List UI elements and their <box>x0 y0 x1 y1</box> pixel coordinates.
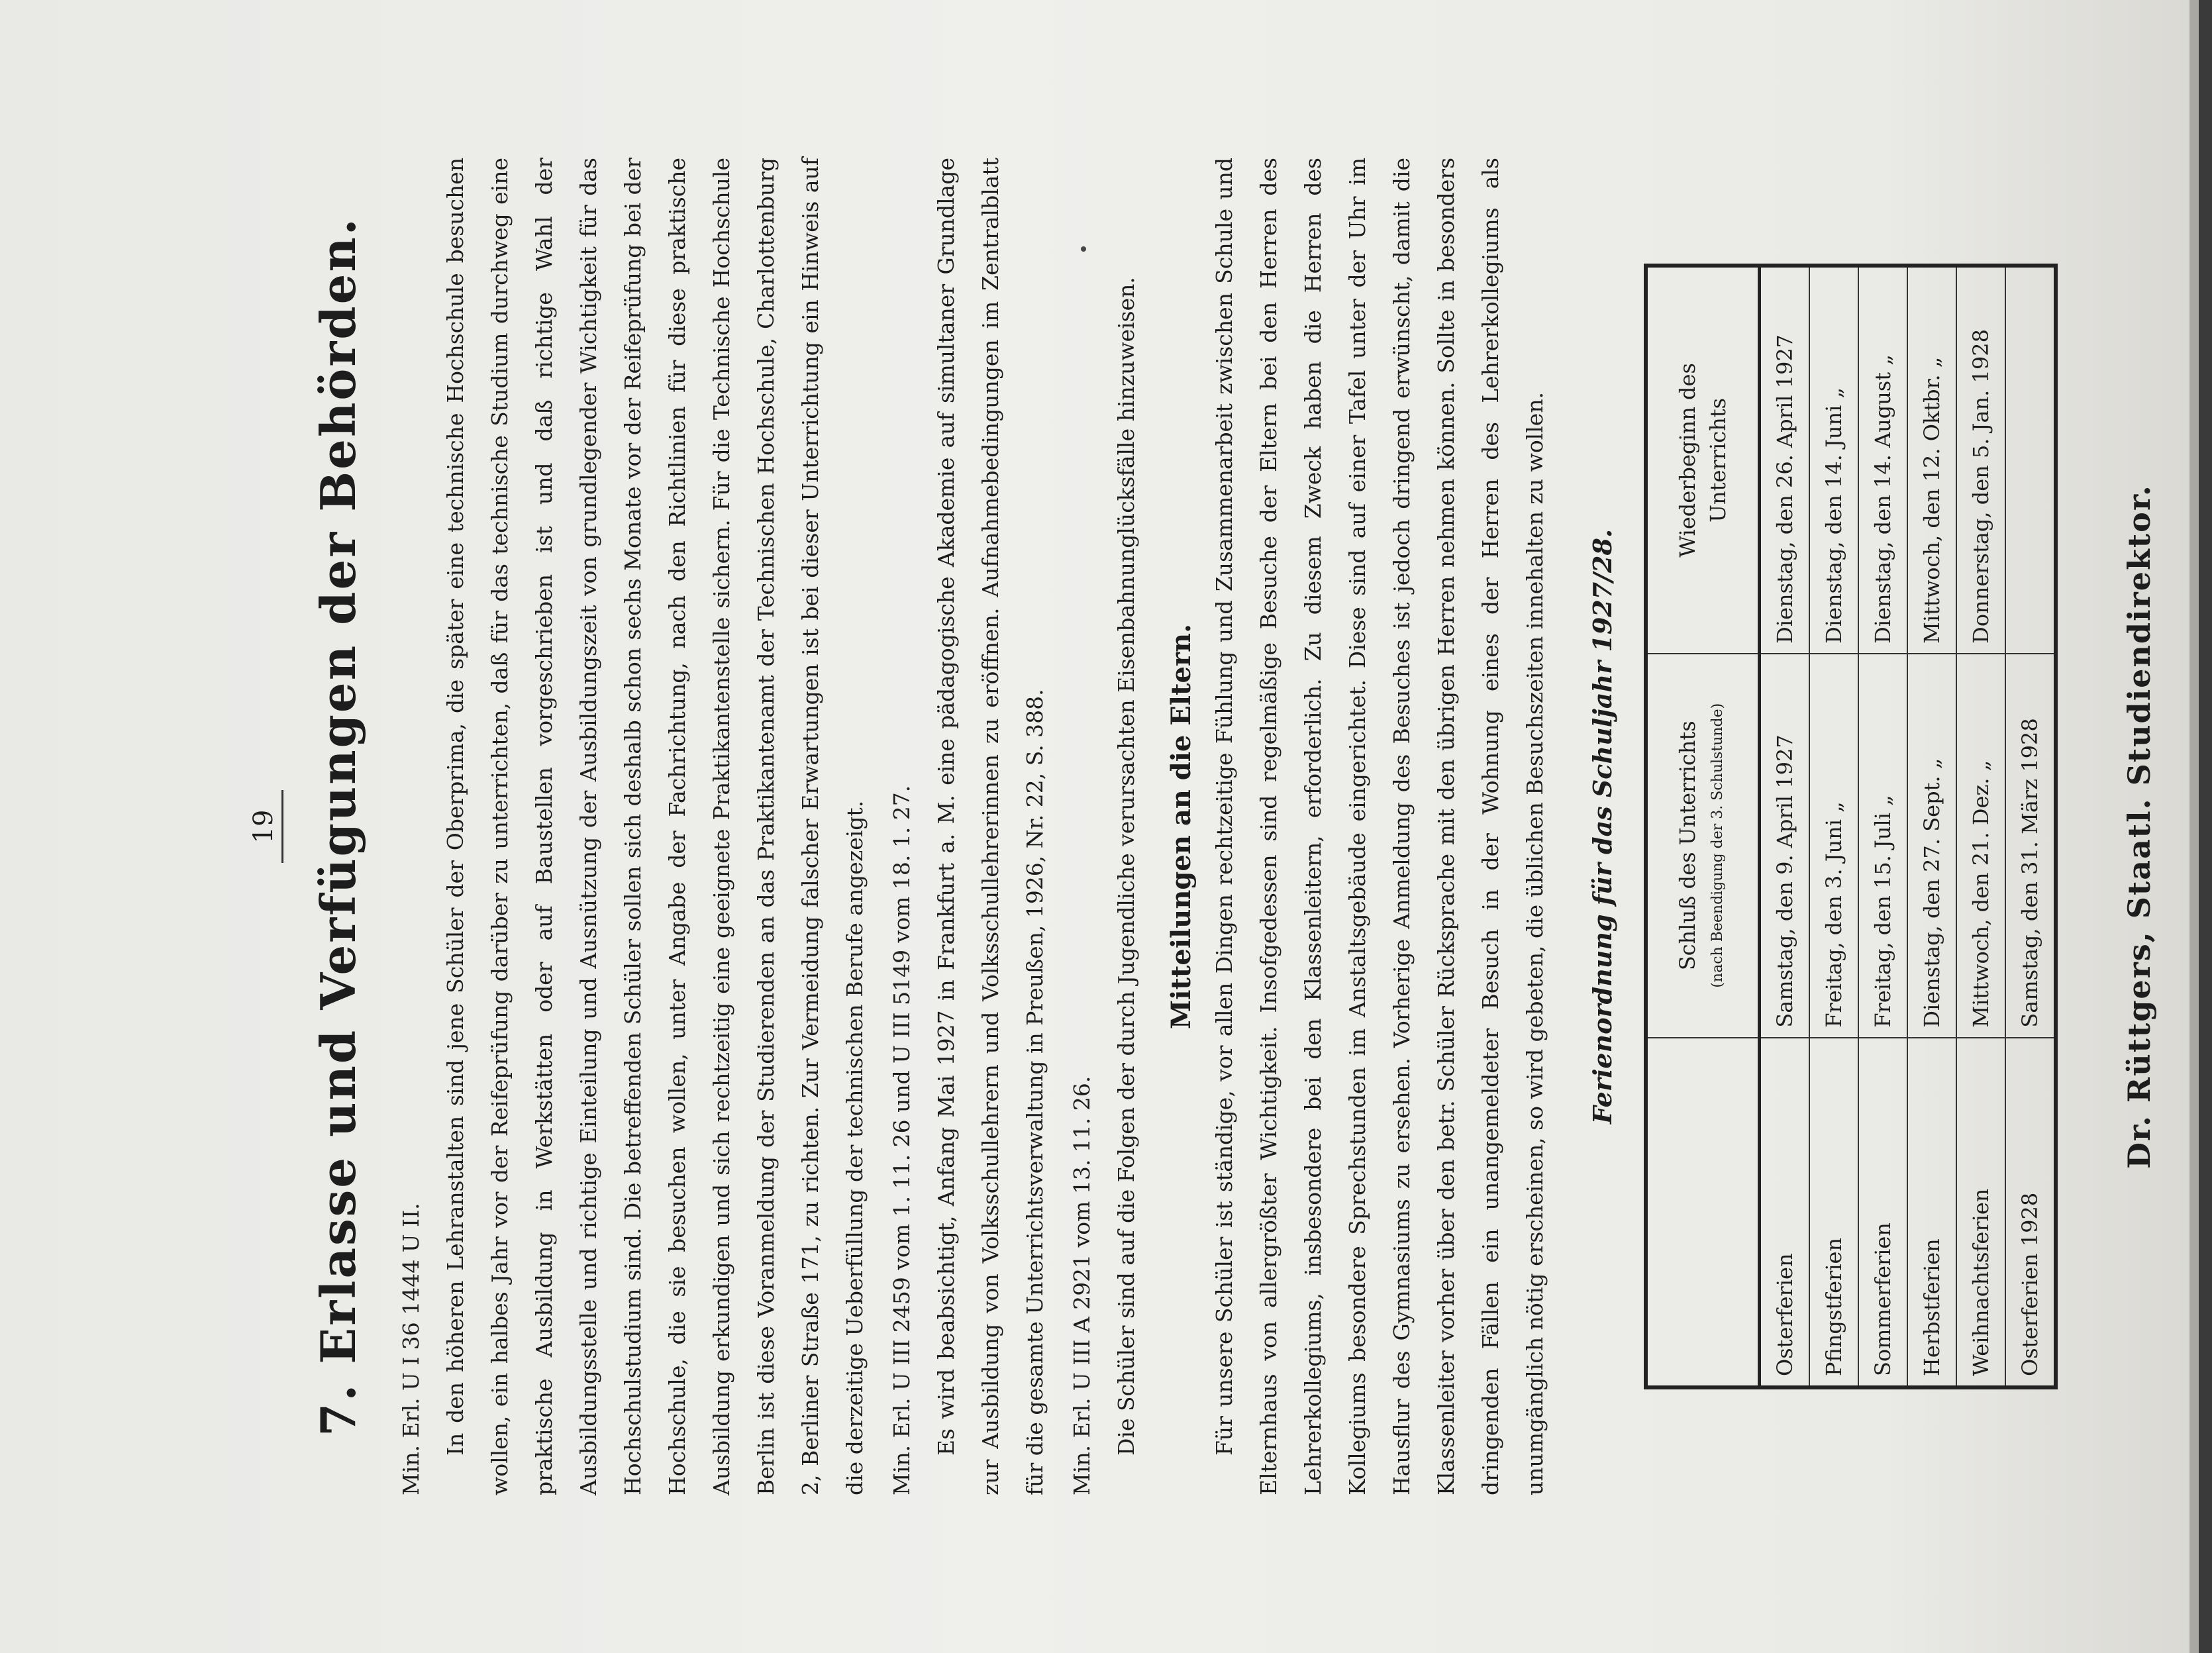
holiday-name: Herbstferien <box>1907 1038 1956 1387</box>
decree-reference-1: Min. Erl. U I 36 1444 U II. <box>398 1203 424 1495</box>
table-row <box>2005 266 2056 1387</box>
restart-date <box>2005 266 2056 654</box>
holiday-table-header <box>1646 266 1760 1387</box>
end-date: Freitag, den 15. Juli „ <box>1858 654 1907 1038</box>
header-restart-line2: Unterrichts <box>1705 397 1731 523</box>
restart-date: Dienstag, den 26. April 1927 <box>1760 266 1810 654</box>
decree-reference-2: Min. Erl. U III 2459 vom 1. 11. 26 und U III 5149 vom 18. 1. 27. <box>889 785 915 1495</box>
holiday-table <box>1644 264 2058 1389</box>
table-row <box>1858 266 1907 1387</box>
decree-paragraph-2: Es wird beabsichtigt, Anfang Mai 1927 in Frankfurt a. M. eine pädagogische Akademie auf simultaner Grundlage zur Ausbildung von Volksschullehrern und Volksschullehrerinnen zu eröffnen. Aufnahmebedingungen im Zentralblatt für die gesamte Unterrichtsverwaltung in Preußen, 1926, Nr. 22, S. 388. <box>933 158 1048 1495</box>
decree-paragraph-1: In den höheren Lehranstalten sind jene Schüler der Oberprima, die später eine technische Hochschule besuchen wollen, ein halbes Jahr vor der Reifeprüfung darüber zu unterrichten, daß für das technische Studium durchweg eine praktische Ausbildung in Werkstätten oder auf Baustellen vorgeschrieben ist und daß richtige Wahl der Ausbildungsstelle und richtige Einteilung und Ausnützung der Ausbildungszeit von grundlegender Wichtigkeit für das Hochschulstudium sind. Die betreffenden Schüler sollen sich deshalb schon sechs Monate vor der Reifeprüfung bei der Hochschule, die sie besuchen wollen, unter Angabe der Fachrichtung, nach den Richtlinien für diese praktische Ausbildung erkundigen und sich rechtzeitig eine geeignete Praktikantenstelle sichern. Für die Technische Hochschule Berlin ist diese Voranmeldung der Studierenden an das Praktikantenamt der Technischen Hochschule, Charlottenburg 2, Berliner Straße 171, zu richten. Zur Vermeidung falscher Erwartungen ist bei dieser Unterrichtung ein Hinweis auf die derzeitige Ueberfüllung der technischen Berufe angezeigt. <box>442 158 868 1495</box>
parents-section-title: Mitteilungen an die Eltern. <box>1166 624 1197 1030</box>
header-cell-restart <box>1646 266 1760 654</box>
signature: Dr. Rüttgers, Staatl. Studiendirektor. <box>2121 484 2157 1169</box>
page-number: 19 <box>248 809 279 844</box>
restart-date: Donnerstag, den 5. Jan. 1928 <box>1956 266 2005 654</box>
restart-date: Dienstag, den 14. August „ <box>1858 266 1907 654</box>
holiday-name: Osterferien <box>1760 1038 1810 1387</box>
end-date: Dienstag, den 27. Sept. „ <box>1907 654 1956 1038</box>
header-restart-line1: Wiederbeginn des <box>1675 363 1700 558</box>
page-number-rule <box>281 790 283 863</box>
header-cell-end-of-classes <box>1646 654 1760 1038</box>
holiday-name: Osterferien 1928 <box>2005 1038 2056 1387</box>
table-row <box>1956 266 2005 1387</box>
restart-date: Dienstag, den 14. Juni „ <box>1809 266 1858 654</box>
parents-paragraph: Für unsere Schüler ist ständige, vor allen Dingen rechtzeitige Fühlung und Zusammenarbeit zwischen Schule und Elternhaus von allergrößter Wichtigkeit. Insofgedessen sind regelmäßige Besuche der Eltern bei den Herren des Lehrerkollegiums, insbesondere bei den Klassenleitern, erforderlich. Zu diesem Zweck haben die Herren des Kollegiums besondere Sprechstunden im Anstaltsgebäude eingerichtet. Diese sind auf einer Tafel unter der Uhr im Hausflur des Gymnasiums zu ersehen. Vorherige Anmeldung des Besuches ist jedoch dringend erwünscht, damit die Klassenleiter vorher über den betr. Schüler Rücksprache mit den übrigen Herren nehmen können. Sollte in besonders dringenden Fällen ein unangemeldeter Besuch in der Wohnung eines der Herren des Lehrerkollegiums als unumgänglich nötig erscheinen, so wird gebeten, die üblichen Besuchszeiten innehalten zu wollen. <box>1211 158 1548 1495</box>
table-row <box>1809 266 1858 1387</box>
end-date: Samstag, den 31. März 1928 <box>2005 654 2056 1038</box>
decree-paragraph-3: Die Schüler sind auf die Folgen der durch Jugendliche verursachten Eisenbahnunglücksfälle hinzuweisen. <box>1113 277 1139 1456</box>
header-end-line1: Schluß des Unterrichts <box>1675 721 1700 971</box>
end-date: Mittwoch, den 21. Dez. „ <box>1956 654 2005 1038</box>
holiday-name: Weihnachtsferien <box>1956 1038 2005 1387</box>
rotated-page <box>222 65 2212 1588</box>
table-row <box>1760 266 1810 1387</box>
restart-date: Mittwoch, den 12. Oktbr. „ <box>1907 266 1956 654</box>
header-cell-empty <box>1646 1038 1760 1387</box>
table-row <box>1907 266 1956 1387</box>
holiday-name: Pfingstferien <box>1809 1038 1858 1387</box>
header-end-line2: (nach Beendigung der 3. Schulstunde) <box>1709 703 1726 988</box>
holiday-name: Sommerferien <box>1858 1038 1907 1387</box>
end-date: Samstag, den 9. April 1927 <box>1760 654 1810 1038</box>
decree-reference-3: Min. Erl. U III A 2921 vom 13. 11. 26. <box>1069 1076 1095 1495</box>
holiday-table-title: Ferienordnung für das Schuljahr 1927/28. <box>1587 528 1617 1125</box>
end-date: Freitag, den 3. Juni „ <box>1809 654 1858 1038</box>
section-heading: 7. Erlasse und Verfügungen der Behörden. <box>310 217 366 1436</box>
